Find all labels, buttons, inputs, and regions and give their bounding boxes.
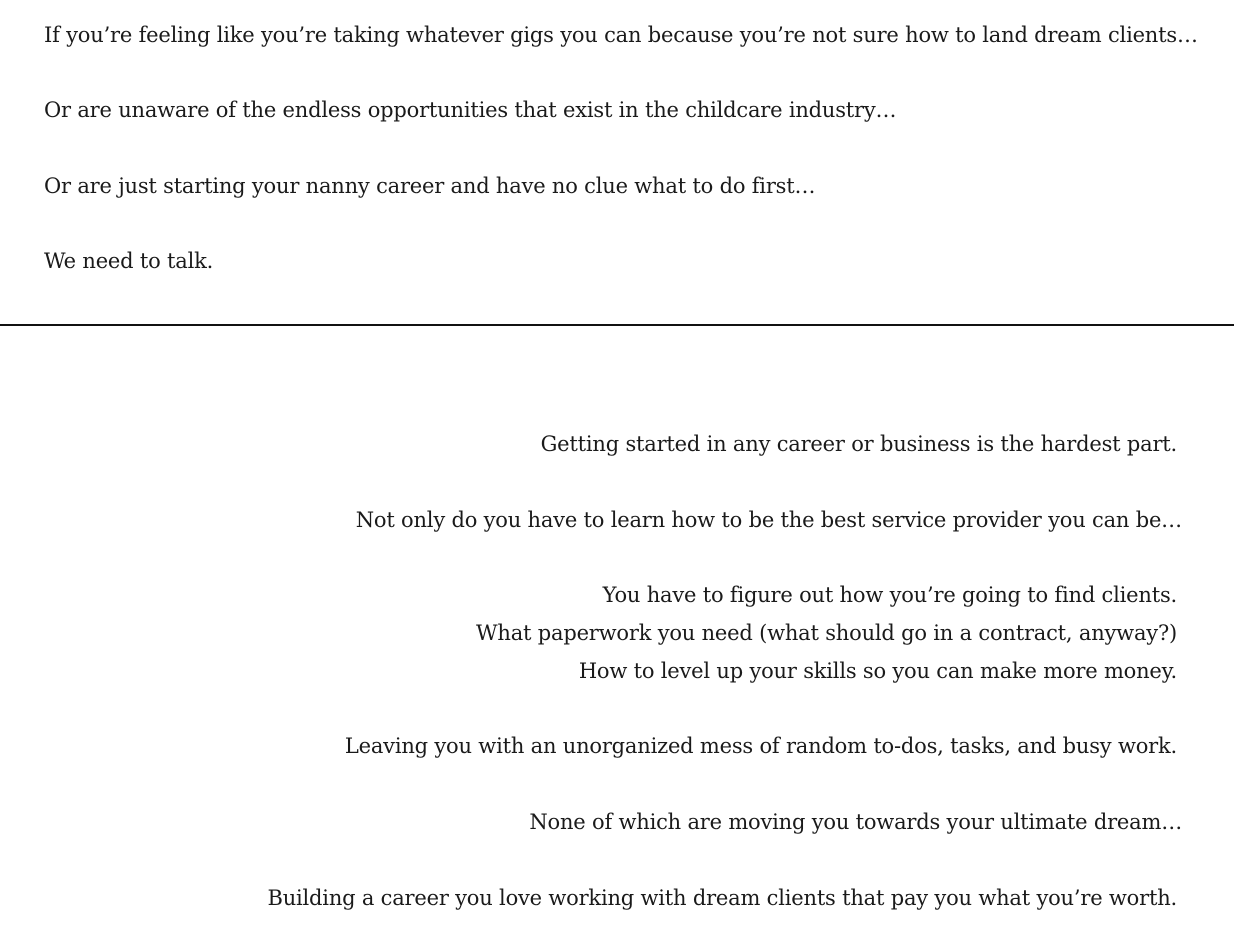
story-line-building-career: Building a career you love working with dream clients that pay you what you’re worth.	[267, 886, 1177, 910]
story-line-paperwork: What paperwork you need (what should go in a contract, anyway?)	[476, 621, 1177, 645]
intro-line-need-to-talk: We need to talk.	[44, 249, 214, 273]
story-line-unorganized-mess: Leaving you with an unorganized mess of random to-dos, tasks, and busy work.	[344, 734, 1177, 758]
story-line-ultimate-dream: None of which are moving you towards your ultimate dream…	[529, 810, 1182, 834]
intro-section	[0, 0, 1234, 325]
story-line-getting-started: Getting started in any career or business is the hardest part.	[540, 432, 1177, 456]
intro-line-dream-clients: If you’re feeling like you’re taking whatever gigs you can because you’re not sure how to land dream clients…	[44, 23, 1198, 47]
story-line-level-up: How to level up your skills so you can make more money.	[578, 659, 1177, 683]
intro-line-opportunities: Or are unaware of the endless opportunities that exist in the childcare industry…	[44, 98, 897, 122]
story-line-service-provider: Not only do you have to learn how to be the best service provider you can be…	[355, 508, 1182, 532]
story-line-find-clients: You have to figure out how you’re going to find clients.	[602, 583, 1177, 607]
story-section	[0, 326, 1234, 948]
intro-line-starting-career: Or are just starting your nanny career and have no clue what to do first…	[44, 174, 816, 198]
